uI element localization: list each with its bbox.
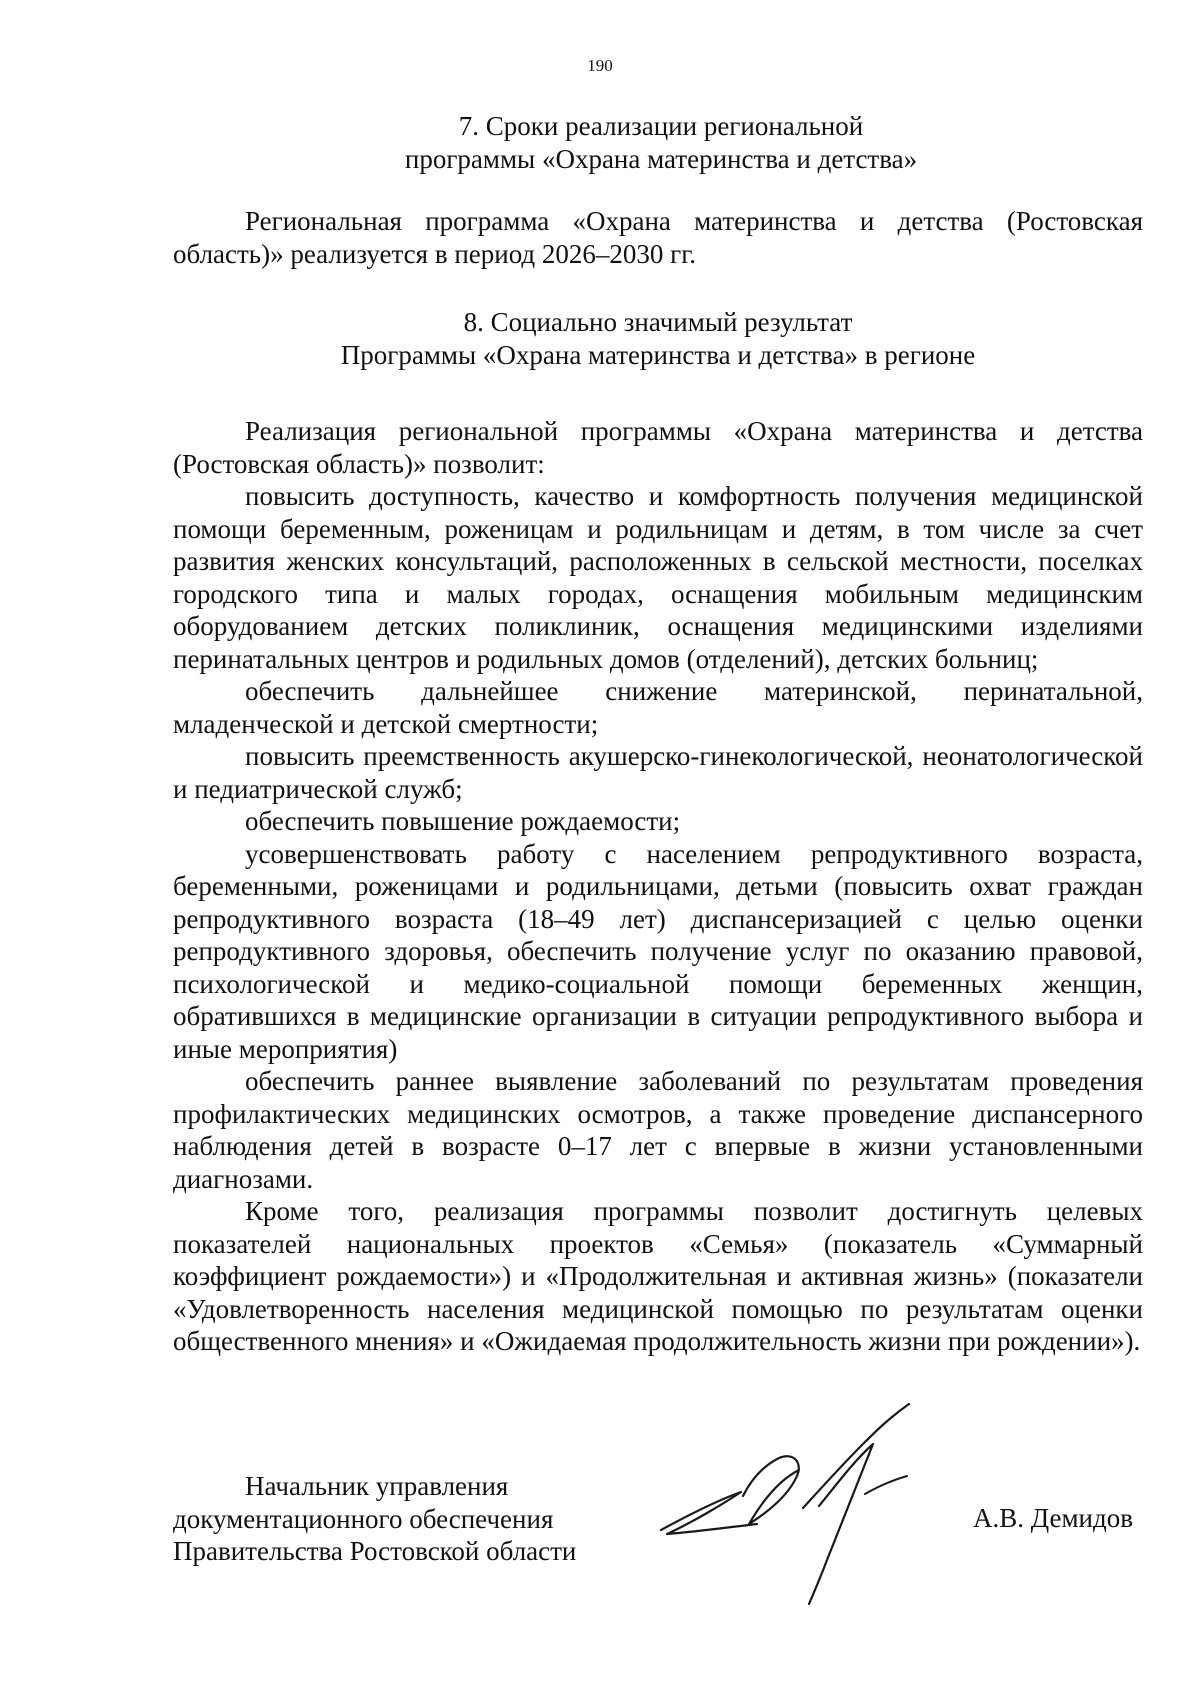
signatory-position bbox=[173, 1470, 576, 1568]
document-body bbox=[173, 110, 1143, 1358]
signatory-name: А.В. Демидов bbox=[972, 1503, 1133, 1533]
handwritten-signature bbox=[653, 1400, 953, 1610]
signature-block bbox=[173, 1470, 1143, 1600]
section-8-intro-paragraph: Реализация региональной программы «Охрана материнства и детства (Ростовская область)» позволит: bbox=[173, 416, 1143, 479]
page-number: 190 bbox=[587, 56, 613, 75]
section-8-title-line-2: Программы «Охрана материнства и детства» в регионе bbox=[340, 339, 976, 370]
section-8-item-continuity: повысить преемственность акушерско-гинекологической, неонатологической и педиатрической служб; bbox=[173, 741, 1143, 804]
section-7-paragraph: Региональная программа «Охрана материнства и детства (Ростовская область)» реализуется в период 2026–2030 гг. bbox=[173, 206, 1143, 269]
section-8-heading bbox=[173, 306, 1143, 371]
section-8-item-accessibility: повысить доступность, качество и комфортность получения медицинской помощи беременным, роженицам и родильницам и детям, в том числе за счет развития женских консультаций, расположенных в сельской местности, поселках городского типа и малых городах, оснащения мобильным медицинским оборудованием детских поликлиник, оснащения медицинскими изделиями перинатальных центров и родильных домов (отделений), детских больниц; bbox=[173, 481, 1143, 674]
section-8-item-birthrate: обеспечить повышение рождаемости; bbox=[245, 806, 681, 836]
section-8-item-mortality: обеспечить дальнейшее снижение материнской, перинатальной, младенческой и детской смертности; bbox=[173, 676, 1143, 739]
section-7-title-line-1: 7. Сроки реализации региональной bbox=[458, 111, 864, 141]
section-8-item-early-detection: обеспечить раннее выявление заболеваний по результатам проведения профилактических медицинских осмотров, а также проведение диспансерного наблюдения детей в возрасте 0–17 лет с впервые в жизни установленными диагнозами. bbox=[173, 1066, 1143, 1194]
section-8-national-projects-paragraph: Кроме того, реализация программы позволит достигнуть целевых показателей национальных проектов «Семья» (показатель «Суммарный коэффициент рождаемости») и «Продолжительная и активная жизнь» (показатели «Удовлетворенность населения медицинской помощью по результатам оценки общественного мнения» и «Ожидаемая продолжительность жизни при рождении»). bbox=[173, 1196, 1143, 1356]
signatory-position-line-1: Начальник управления bbox=[245, 1471, 509, 1501]
section-7-heading bbox=[173, 110, 1143, 175]
signatory-position-line-2: документационного обеспечения bbox=[173, 1503, 554, 1534]
signatory-position-line-3: Правительства Ростовской области bbox=[173, 1536, 577, 1566]
section-8-title-line-1: 8. Социально значимый результат bbox=[463, 307, 853, 337]
section-8-item-population-work: усовершенствовать работу с населением репродуктивного возраста, беременными, роженицами и родильницами, детьми (повысить охват граждан репродуктивного возраста (18–49 лет) диспансеризацией с целью оценки репродуктивного здоровья, обеспечить получение услуг по оказанию правовой, психологической и медико-социальной помощи беременных женщин, обратившихся в медицинские организации в ситуации репродуктивного выбора и иные мероприятия) bbox=[173, 838, 1143, 1064]
section-7-title-line-2: программы «Охрана материнства и детства» bbox=[404, 143, 918, 174]
